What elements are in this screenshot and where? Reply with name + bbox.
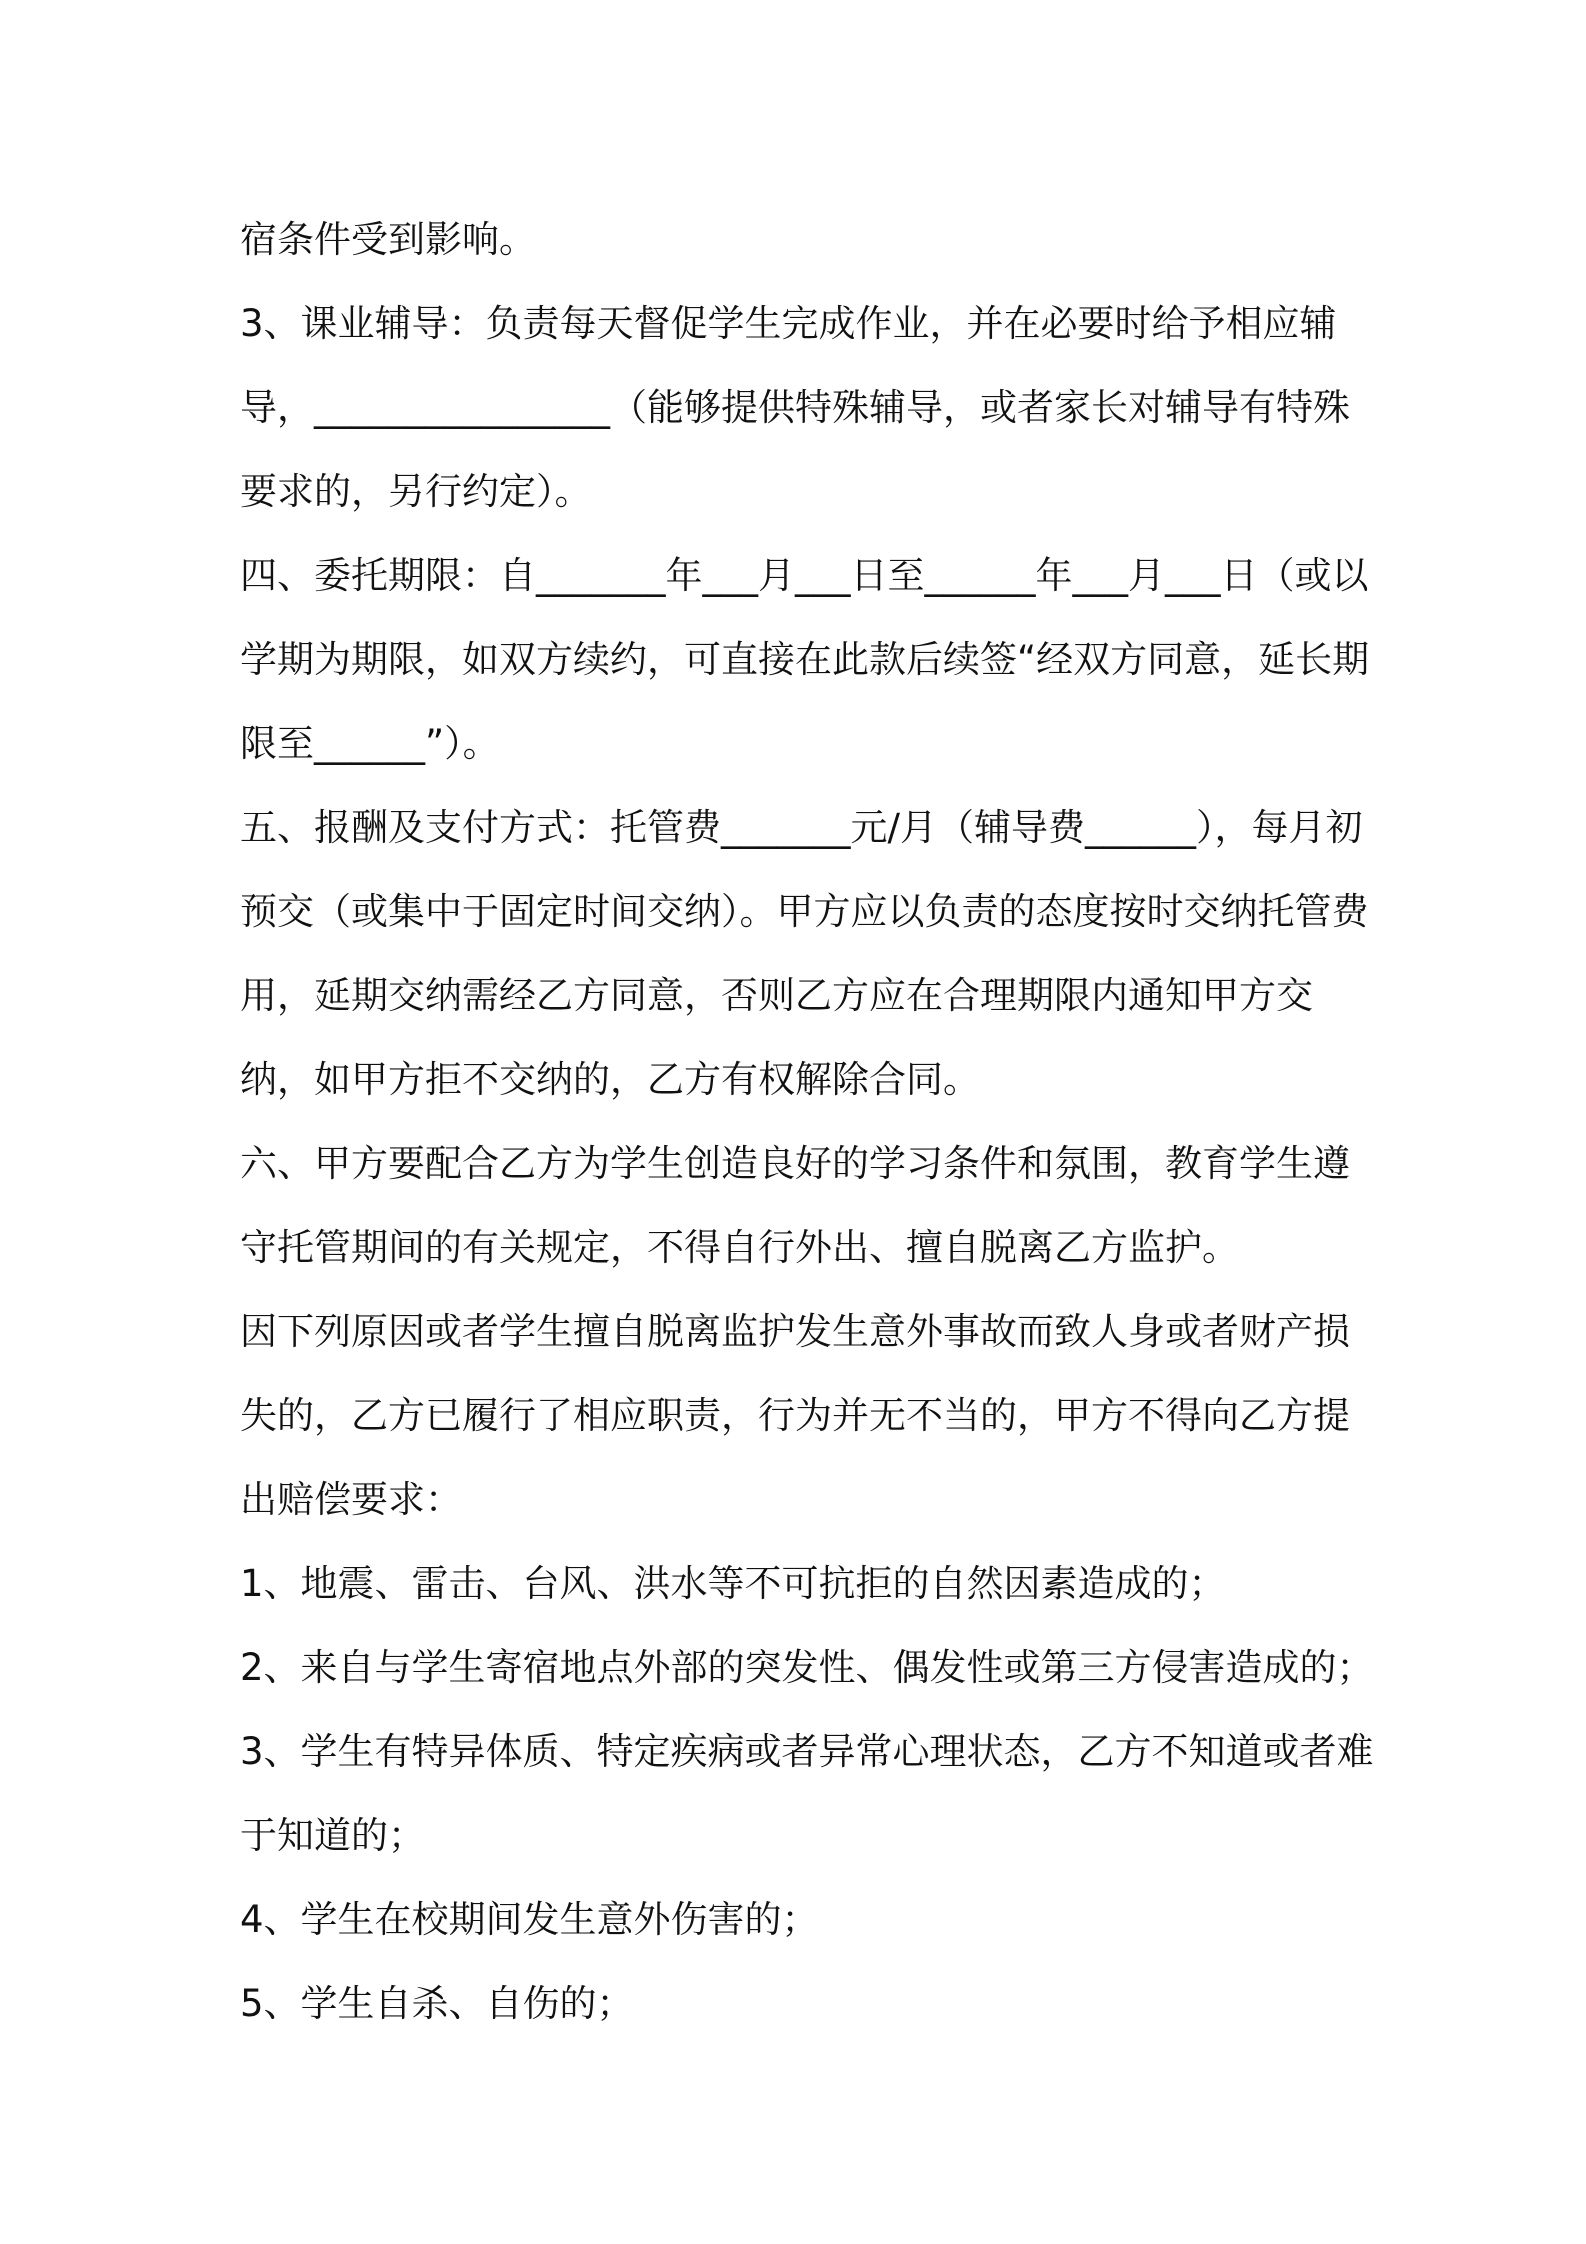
paragraph-liability-exemption: 因下列原因或者学生擅自脱离监护发生意外事故而致人身或者财产损失的，乙方已履行了相应职责，行为并无不当的，甲方不得向乙方提出赔偿要求： <box>240 1310 1350 1521</box>
paragraph-continuation: 宿条件受到影响。 <box>240 218 536 261</box>
list-item-external-harm: 2、来自与学生寄宿地点外部的突发性、偶发性或第三方侵害造成的； <box>240 1646 1374 1689</box>
document-body <box>240 198 1375 2046</box>
paragraph-party-a-cooperation: 六、甲方要配合乙方为学生创造良好的学习条件和氛围，教育学生遵守托管期间的有关规定，不得自行外出、擅自脱离乙方监护。 <box>240 1142 1350 1269</box>
list-item-special-condition: 3、学生有特异体质、特定疾病或者异常心理状态，乙方不知道或者难于知道的； <box>240 1730 1374 1857</box>
paragraph-entrustment-period: 四、委托期限：自_______年___月___日至______年___月___日（或以学期为期限，如双方续约，可直接在此款后续签“经双方同意，延长期限至______”）。 <box>240 554 1370 765</box>
paragraph-homework-tutoring: 3、课业辅导：负责每天督促学生完成作业，并在必要时给予相应辅导，________________（能够提供特殊辅导，或者家长对辅导有特殊要求的，另行约定）。 <box>240 302 1350 513</box>
list-item-school-injury: 4、学生在校期间发生意外伤害的； <box>240 1898 819 1941</box>
list-item-natural-disaster: 1、地震、雷击、台风、洪水等不可抗拒的自然因素造成的； <box>240 1562 1226 1605</box>
paragraph-payment-terms: 五、报酬及支付方式：托管费_______元/月（辅导费______），每月初预交（或集中于固定时间交纳）。甲方应以负责的态度按时交纳托管费用，延期交纳需经乙方同意，否则乙方应在合理期限内通知甲方交纳，如甲方拒不交纳的，乙方有权解除合同。 <box>240 806 1369 1101</box>
list-item-self-harm: 5、学生自杀、自伤的； <box>240 1982 634 2025</box>
